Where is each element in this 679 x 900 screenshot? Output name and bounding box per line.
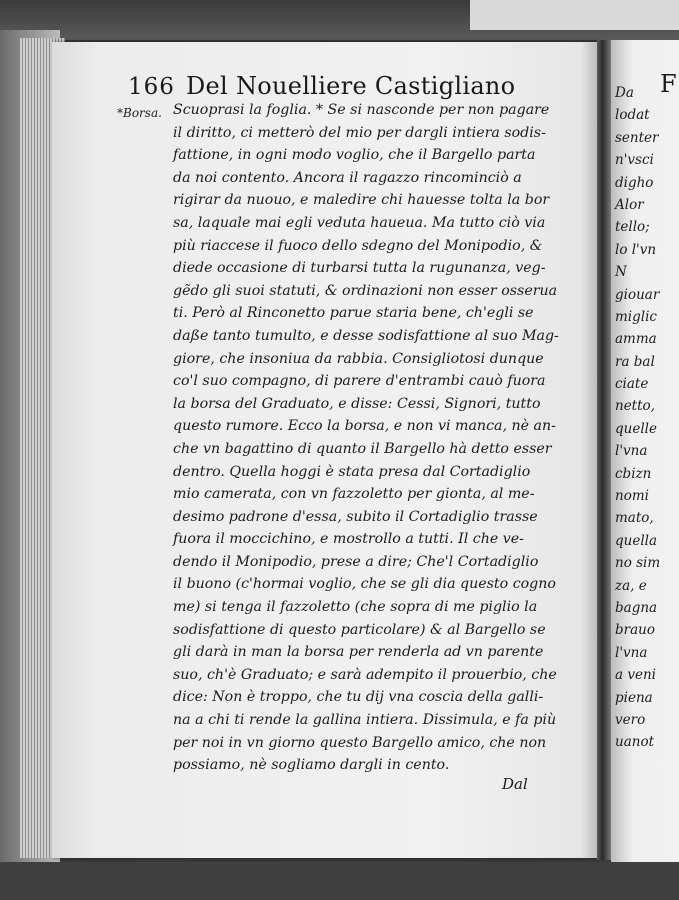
text-line: Alor xyxy=(615,196,644,213)
text-line: il diritto, ci metterò del mio per dargli intiera sodis- xyxy=(173,124,546,141)
marginal-note: *Borsa. xyxy=(117,106,162,120)
running-head xyxy=(128,72,568,100)
text-line: amma xyxy=(615,331,657,348)
text-line: l'vna xyxy=(615,644,648,661)
text-line: co'l suo compagno, di parere d'entrambi cauò fuora xyxy=(173,373,546,390)
text-line: n'vsci xyxy=(615,152,654,169)
text-line: fattione, in ogni modo voglio, che il Bargello parta xyxy=(173,147,536,164)
text-line: gẽdo gli suoi statuti, & ordinazioni non esser osserua xyxy=(173,282,558,299)
text-line: miglic xyxy=(615,308,657,325)
text-line: giore, che insoniua da rabbia. Consigliotosi dunque xyxy=(173,350,544,367)
text-line: mato, xyxy=(615,510,654,527)
text-line: fuora il moccichino, e mostrollo a tutti. Il che ve- xyxy=(173,531,524,548)
text-line: che vn bagattino di quanto il Bargello hà detto esser xyxy=(173,440,552,457)
text-line: no sim xyxy=(615,555,661,572)
text-line: giouar xyxy=(615,286,660,303)
text-line: la borsa del Graduato, e disse: Cessi, Signori, tutto xyxy=(173,395,541,412)
text-line: diede occasione di turbarsi tutta la rugunanza, veg- xyxy=(173,260,546,277)
text-line: sa, laquale mai egli veduta haueua. Ma tutto ciò via xyxy=(173,214,546,231)
text-line: netto, xyxy=(615,398,655,415)
text-line: dentro. Quella hoggi è stata presa dal Cortadiglio xyxy=(173,463,531,480)
catchword: Dal xyxy=(502,775,528,793)
text-line: bagna xyxy=(615,599,658,616)
text-line: sodisfattione di questo particolare) & al Bargello se xyxy=(173,621,546,638)
text-line: mio camerata, con vn fazzoletto per gionta, al me- xyxy=(173,486,535,503)
text-line: brauo xyxy=(615,622,655,639)
text-line: dice: Non è troppo, che tu dij vna coscia della galli- xyxy=(173,689,544,706)
text-line: quelle xyxy=(615,420,657,437)
page-number: 166 xyxy=(128,74,175,100)
text-line: questo rumore. Ecco la borsa, e non vi manca, nè an- xyxy=(173,418,556,435)
text-line: daße tanto tumulto, e desse sodisfattione al suo Mag- xyxy=(173,327,559,344)
text-line: quella xyxy=(615,532,658,549)
text-line: rigirar da nuouo, e maledire chi hauesse tolta la bor xyxy=(173,192,550,209)
text-line: Scuoprasi la foglia. * Se si nasconde per non pagare xyxy=(173,102,550,118)
text-line: digho xyxy=(615,174,654,191)
text-line: desimo padrone d'essa, subito il Cortadiglio trasse xyxy=(173,508,538,525)
text-line: gli darà in man la borsa per renderla ad vn parente xyxy=(173,644,544,661)
text-line: N xyxy=(615,264,627,281)
text-line: l'vna xyxy=(615,443,648,460)
text-line: da noi contento. Ancora il ragazzo rincominciò a xyxy=(173,169,522,186)
text-line: piena xyxy=(615,689,653,706)
text-line: lo l'vn xyxy=(615,241,657,258)
text-line: a veni xyxy=(615,667,656,684)
text-line: ti. Però al Rinconetto parue staria bene, ch'egli se xyxy=(173,305,534,322)
text-line: ra bal xyxy=(615,353,655,370)
text-line: tello; xyxy=(615,219,650,236)
body-text xyxy=(173,99,573,777)
text-line: senter xyxy=(615,129,659,146)
text-line: più riaccese il fuoco dello sdegno del Monipodio, & xyxy=(173,237,543,254)
text-line: dendo il Monipodio, prese a dire; Che'l Cortadiglio xyxy=(173,553,539,570)
right-running-head-fragment: F xyxy=(660,70,677,98)
text-line: me) si tenga il fazzoletto (che sopra di me piglio la xyxy=(173,599,538,616)
text-line: na a chi ti rende la gallina intiera. Dissimula, e fa più xyxy=(173,712,557,729)
text-line: lodat xyxy=(615,107,650,124)
text-line: suo, ch'è Graduato; e sarà adempito il prouerbio, che xyxy=(173,666,557,683)
text-line: uanot xyxy=(615,734,654,751)
text-line: cbizn xyxy=(615,465,652,482)
text-line: vero xyxy=(615,711,646,728)
text-line: nomi xyxy=(615,488,649,505)
scan-background-light xyxy=(470,0,679,30)
scan-background-bottom xyxy=(0,862,679,900)
text-line: per noi in vn giorno questo Bargello amico, che non xyxy=(173,734,547,751)
text-line: il buono (c'hormai voglio, che se gli dia questo cogno xyxy=(173,576,556,593)
text-line: za, e xyxy=(615,577,647,594)
text-line: Da xyxy=(615,85,634,101)
running-title: Del Nouelliere Castigliano xyxy=(186,72,516,100)
text-line: possiamo, nè sogliamo dargli in cento. xyxy=(173,757,450,774)
right-page-text xyxy=(615,82,679,754)
book-gutter xyxy=(597,40,611,860)
text-line: ciate xyxy=(615,376,649,393)
